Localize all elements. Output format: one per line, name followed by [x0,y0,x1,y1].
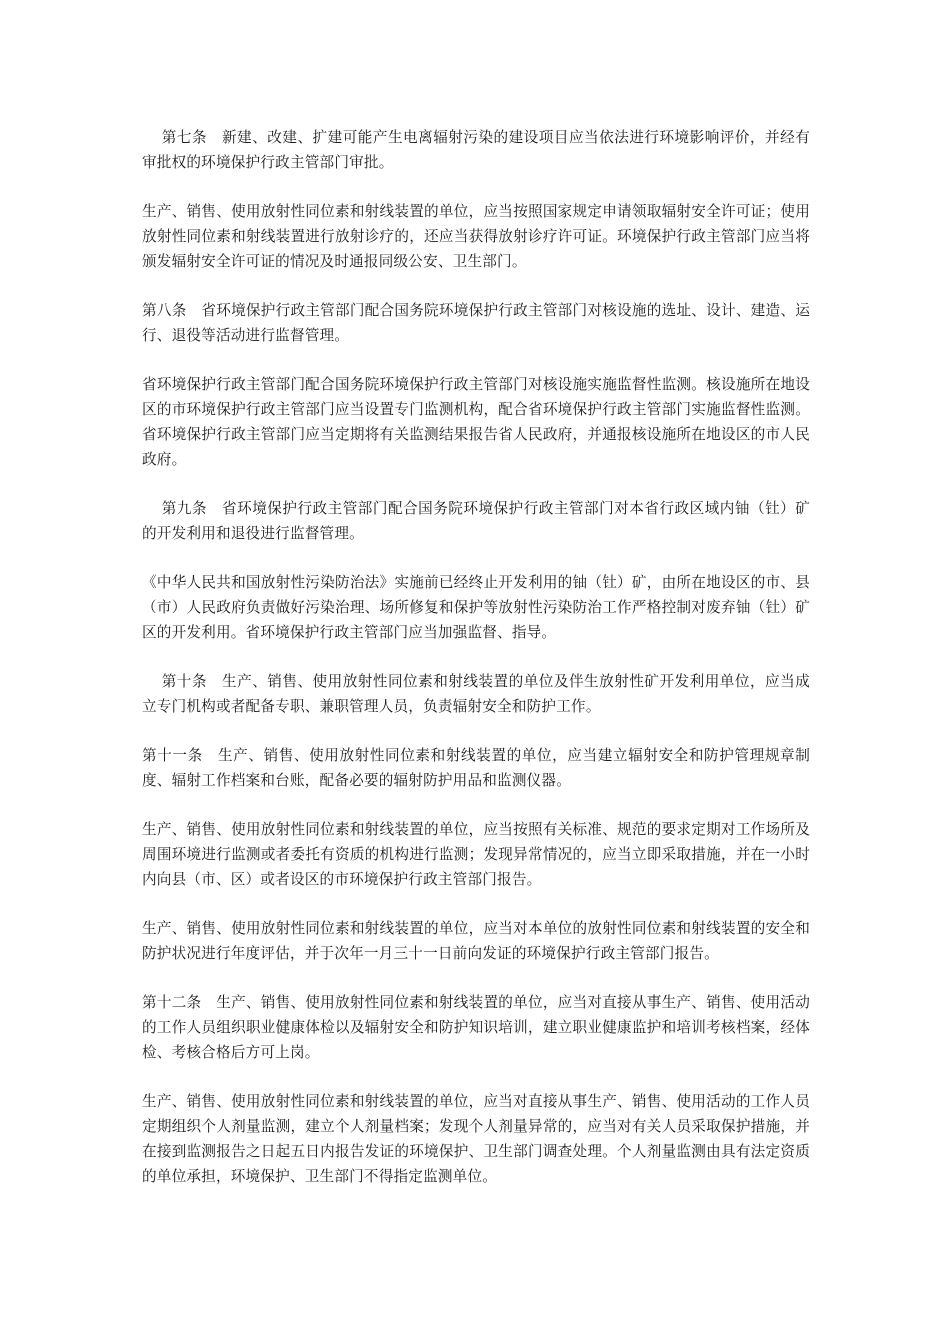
paragraph-article-12: 第十二条 生产、销售、使用放射性同位素和射线装置的单位，应当对直接从事生产、销售、使用活动的工作人员组织职业健康体检以及辐射安全和防护知识培训，建立职业健康监护和培训考核档案，经体检、考核合格后方可上岗。 [142,994,810,1061]
paragraph-article-8: 第八条 省环境保护行政主管部门配合国务院环境保护行政主管部门对核设施的选址、设计、建造、运行、退役等活动进行监督管理。 [142,302,810,344]
document-body [142,125,810,1213]
paragraph-dose-monitoring: 生产、销售、使用放射性同位素和射线装置的单位，应当对直接从事生产、销售、使用活动的工作人员定期组织个人剂量监测，建立个人剂量档案；发现个人剂量异常的，应当对有关人员采取保护措施，并在接到监测报告之日起五日内报告发证的环境保护、卫生部门调查处理。个人剂量监测由具有法定资质的单位承担，环境保护、卫生部门不得指定监测单位。 [142,1093,810,1185]
paragraph-annual-assessment: 生产、销售、使用放射性同位素和射线装置的单位，应当对本单位的放射性同位素和射线装置的安全和防护状况进行年度评估，并于次年一月三十一日前向发证的环境保护行政主管部门报告。 [142,920,810,962]
paragraph-license: 生产、销售、使用放射性同位素和射线装置的单位，应当按照国家规定申请领取辐射安全许可证；使用放射性同位素和射线装置进行放射诊疗的，还应当获得放射诊疗许可证。环境保护行政主管部门应当将颁发辐射安全许可证的情况及时通报同级公安、卫生部门。 [142,203,810,270]
paragraph-uranium-mines: 《中华人民共和国放射性污染防治法》实施前已经终止开发利用的铀（钍）矿，由所在地设区的市、县（市）人民政府负责做好污染治理、场所修复和保护等放射性污染防治工作严格控制对废弃铀（钍）矿区的开发利用。省环境保护行政主管部门应当加强监督、指导。 [142,574,810,641]
paragraph-article-7: 第七条 新建、改建、扩建可能产生电离辐射污染的建设项目应当依法进行环境影响评价，并经有审批权的环境保护行政主管部门审批。 [142,129,810,171]
paragraph-article-9: 第九条 省环境保护行政主管部门配合国务院环境保护行政主管部门对本省行政区域内铀（钍）矿的开发利用和退役进行监督管理。 [142,500,810,542]
paragraph-workplace-monitoring: 生产、销售、使用放射性同位素和射线装置的单位，应当按照有关标准、规范的要求定期对工作场所及周围环境进行监测或者委托有资质的机构进行监测；发现异常情况的，应当立即采取措施，并在一小时内向县（市、区）或者设区的市环境保护行政主管部门报告。 [142,821,810,888]
paragraph-article-10: 第十条 生产、销售、使用放射性同位素和射线装置的单位及伴生放射性矿开发利用单位，应当成立专门机构或者配备专职、兼职管理人员，负责辐射安全和防护工作。 [142,673,810,715]
paragraph-article-11: 第十一条 生产、销售、使用放射性同位素和射线装置的单位，应当建立辐射安全和防护管理规章制度、辐射工作档案和台账，配备必要的辐射防护用品和监测仪器。 [142,747,810,789]
paragraph-nuclear-monitoring: 省环境保护行政主管部门配合国务院环境保护行政主管部门对核设施实施监督性监测。核设施所在地设区的市环境保护行政主管部门应当设置专门监测机构，配合省环境保护行政主管部门实施监督性监测。省环境保护行政主管部门应当定期将有关监测结果报告省人民政府，并通报核设施所在地设区的市人民政府。 [142,376,810,468]
